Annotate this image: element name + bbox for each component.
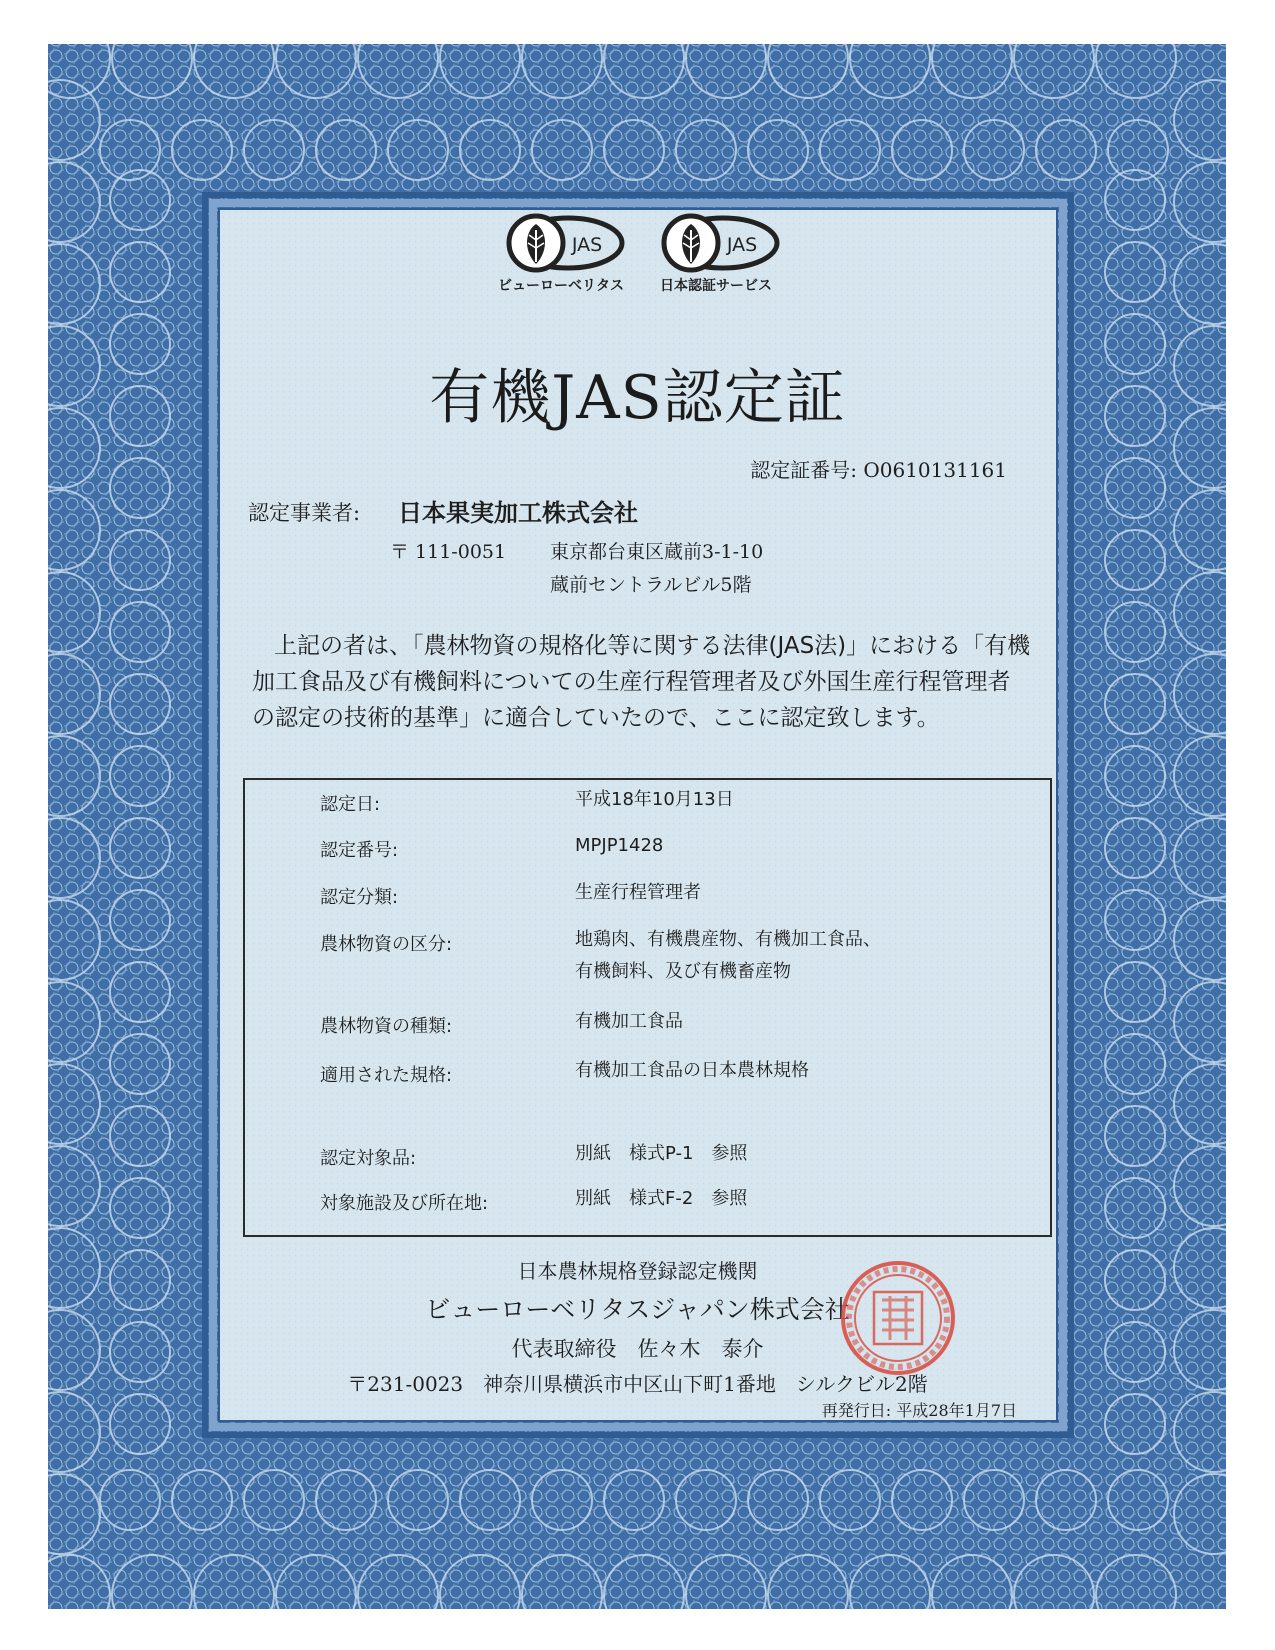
detail-value-product-type: 有機加工食品 <box>575 1011 683 1032</box>
detail-label-certification-number: 認定番号: <box>320 840 399 861</box>
detail-label-product-type: 農林物資の種類: <box>320 1016 453 1037</box>
holder-address-line2: 蔵前セントラルビル5階 <box>550 574 752 596</box>
registered-certification-body: 日本農林規格登録認定機関 <box>517 1259 758 1283</box>
detail-value-applied-standard: 有機加工食品の日本農林規格 <box>575 1060 809 1081</box>
jas-mark-text: JAS <box>726 234 758 256</box>
jas-mark-text: JAS <box>571 234 603 256</box>
detail-value-certified-products: 別紙 様式P-1 参照 <box>575 1143 748 1164</box>
detail-label-facilities: 対象施設及び所在地: <box>320 1193 489 1214</box>
detail-value-product-classification: 地鶏肉、有機農産物、有機加工食品、 <box>575 929 881 950</box>
certification-statement: 上記の者は、「農林物資の規格化等に関する法律(JAS法)」における「有機加工食品及び有機飼料についての生産行程管理者及び外国生産行程管理者の認定の技術的基準」に適合していたので、ここに認定致します。 <box>252 633 1031 731</box>
holder-label: 認定事業者: <box>248 501 361 525</box>
certificate-number: 認定証番号: O0610131161 <box>750 458 1007 482</box>
holder-postal-code: 〒 111-0051 <box>390 541 507 563</box>
detail-label-product-classification: 農林物資の区分: <box>320 934 453 955</box>
detail-value-certification-category: 生産行程管理者 <box>575 882 701 903</box>
detail-label-applied-standard: 適用された規格: <box>320 1065 453 1086</box>
japan-certification-services-jas-logo <box>640 212 792 295</box>
issuer-address: 〒231-0023 神奈川県横浜市中区山下町1番地 シルクビル2階 <box>347 1372 928 1396</box>
certificate-title: 有機JAS認定証 <box>429 363 846 433</box>
jas-organic-leaf-icon <box>651 212 781 274</box>
holder-address-line1: 東京都台東区蔵前3-1-10 <box>550 541 764 563</box>
detail-label-certification-category: 認定分類: <box>320 887 399 908</box>
detail-label-certification-date: 認定日: <box>320 794 381 815</box>
detail-value-certification-date: 平成18年10月13日 <box>575 789 734 810</box>
bureau-veritas-jas-logo <box>485 212 637 295</box>
detail-value-product-classification-line2: 有機飼料、及び有機畜産物 <box>575 961 791 982</box>
logo-caption: ビューローベリタス <box>498 278 624 294</box>
issuer-representative: 代表取締役 佐々木 泰介 <box>511 1337 764 1361</box>
company-seal-stamp-icon <box>838 1258 958 1378</box>
jas-organic-leaf-icon <box>496 212 626 274</box>
issuer-company-name: ビューローベリタスジャパン株式会社 <box>425 1295 850 1324</box>
detail-label-certified-products: 認定対象品: <box>320 1148 417 1169</box>
detail-value-certification-number: MPJP1428 <box>575 835 664 856</box>
detail-value-facilities: 別紙 様式F-2 参照 <box>575 1188 748 1209</box>
holder-name: 日本果実加工株式会社 <box>398 498 638 527</box>
reissue-date: 再発行日: 平成28年1月7日 <box>821 1401 1017 1420</box>
logo-caption: 日本認証サービス <box>660 278 772 294</box>
